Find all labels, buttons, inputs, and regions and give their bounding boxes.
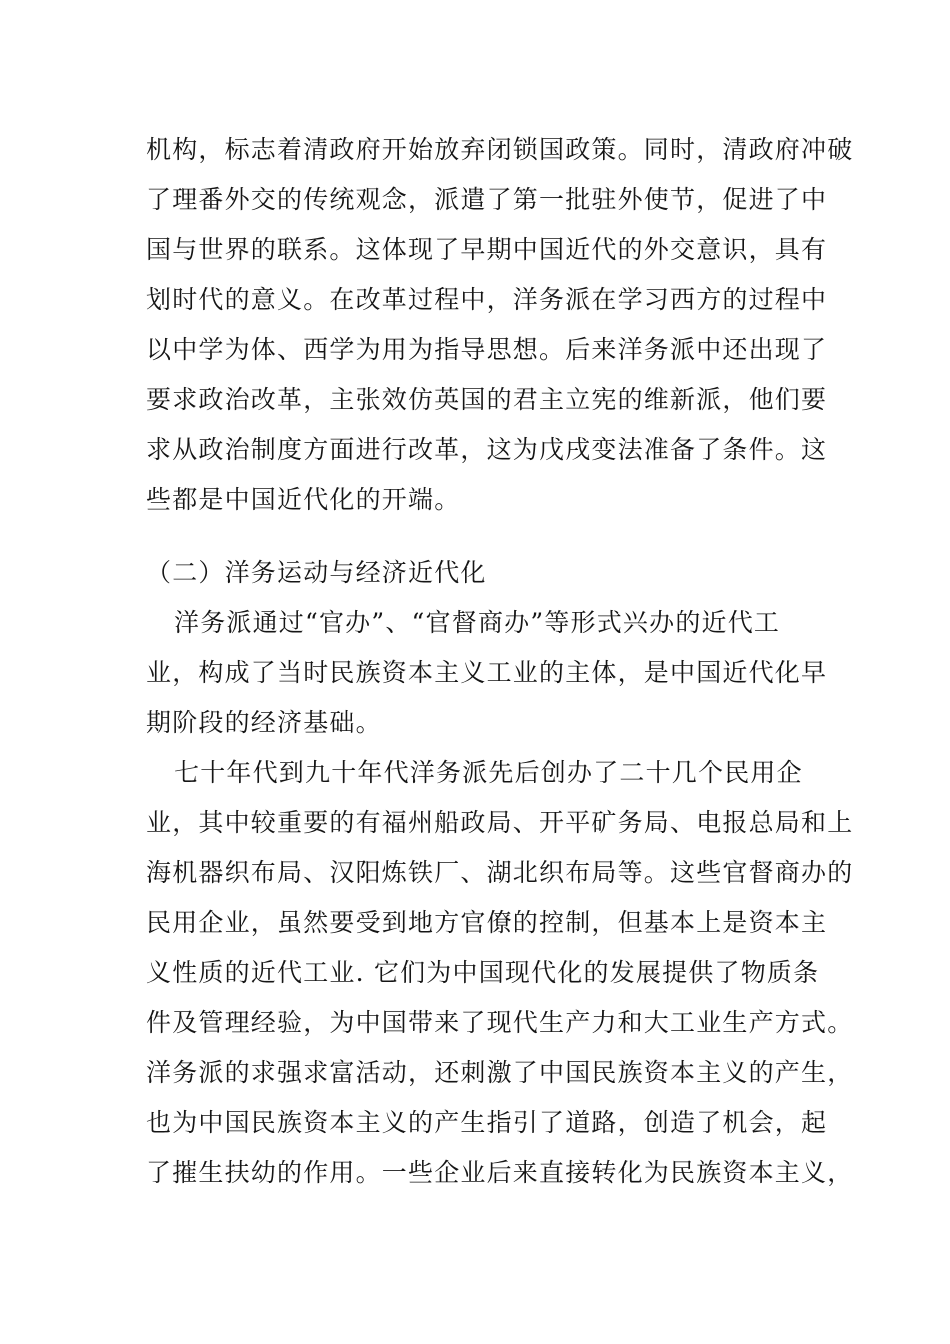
paragraph-3-line-9: 了摧生扶幼的作用。一些企业后来直接转化为民族资本主义， <box>146 1158 854 1187</box>
paragraph-1-line-8: 些都是中国近代化的开端。 <box>146 485 461 514</box>
paragraph-2-line-3: 期阶段的经济基础。 <box>146 708 382 737</box>
paragraph-1-line-4: 划时代的意义。在改革过程中，洋务派在学习西方的过程中 <box>146 285 828 314</box>
paragraph-1-line-5: 以中学为体、西学为用为指导思想。后来洋务派中还出现了 <box>146 335 828 364</box>
paragraph-1-line-3: 国与世界的联系。这体现了早期中国近代的外交意识，具有 <box>146 235 828 264</box>
paragraph-1-line-7: 求从政治制度方面进行改革，这为戊戌变法准备了条件。这 <box>146 435 828 464</box>
paragraph-2-line-2: 业，构成了当时民族资本主义工业的主体，是中国近代化早 <box>146 658 828 687</box>
section-heading: （二）洋务运动与经济近代化 <box>146 558 487 587</box>
paragraph-3-line-7: 洋务派的求强求富活动，还刺激了中国民族资本主义的产生， <box>146 1058 854 1087</box>
paragraph-3-line-5: 义性质的近代工业. 它们为中国现代化的发展提供了物质条 <box>146 958 820 987</box>
paragraph-1-line-6: 要求政治改革，主张效仿英国的君主立宪的维新派，他们要 <box>146 385 828 414</box>
paragraph-1-line-2: 了理番外交的传统观念，派遣了第一批驻外使节，促进了中 <box>146 185 828 214</box>
paragraph-3-line-6: 件及管理经验，为中国带来了现代生产力和大工业生产方式。 <box>146 1008 854 1037</box>
paragraph-3-line-4: 民用企业，虽然要受到地方官僚的控制，但基本上是资本主 <box>146 908 828 937</box>
paragraph-2-line-1: 洋务派通过“官办”、“官督商办”等形式兴办的近代工 <box>174 608 781 637</box>
paragraph-1-line-1: 机构，标志着清政府开始放弃闭锁国政策。同时，清政府冲破 <box>146 135 854 164</box>
paragraph-3-line-8: 也为中国民族资本主义的产生指引了道路，创造了机会，起 <box>146 1108 828 1137</box>
paragraph-3-line-2: 业，其中较重要的有福州船政局、开平矿务局、电报总局和上 <box>146 808 854 837</box>
paragraph-3-line-1: 七十年代到九十年代洋务派先后创办了二十几个民用企 <box>174 758 803 787</box>
paragraph-3-line-3: 海机器织布局、汉阳炼铁厂、湖北织布局等。这些官督商办的 <box>146 858 854 887</box>
